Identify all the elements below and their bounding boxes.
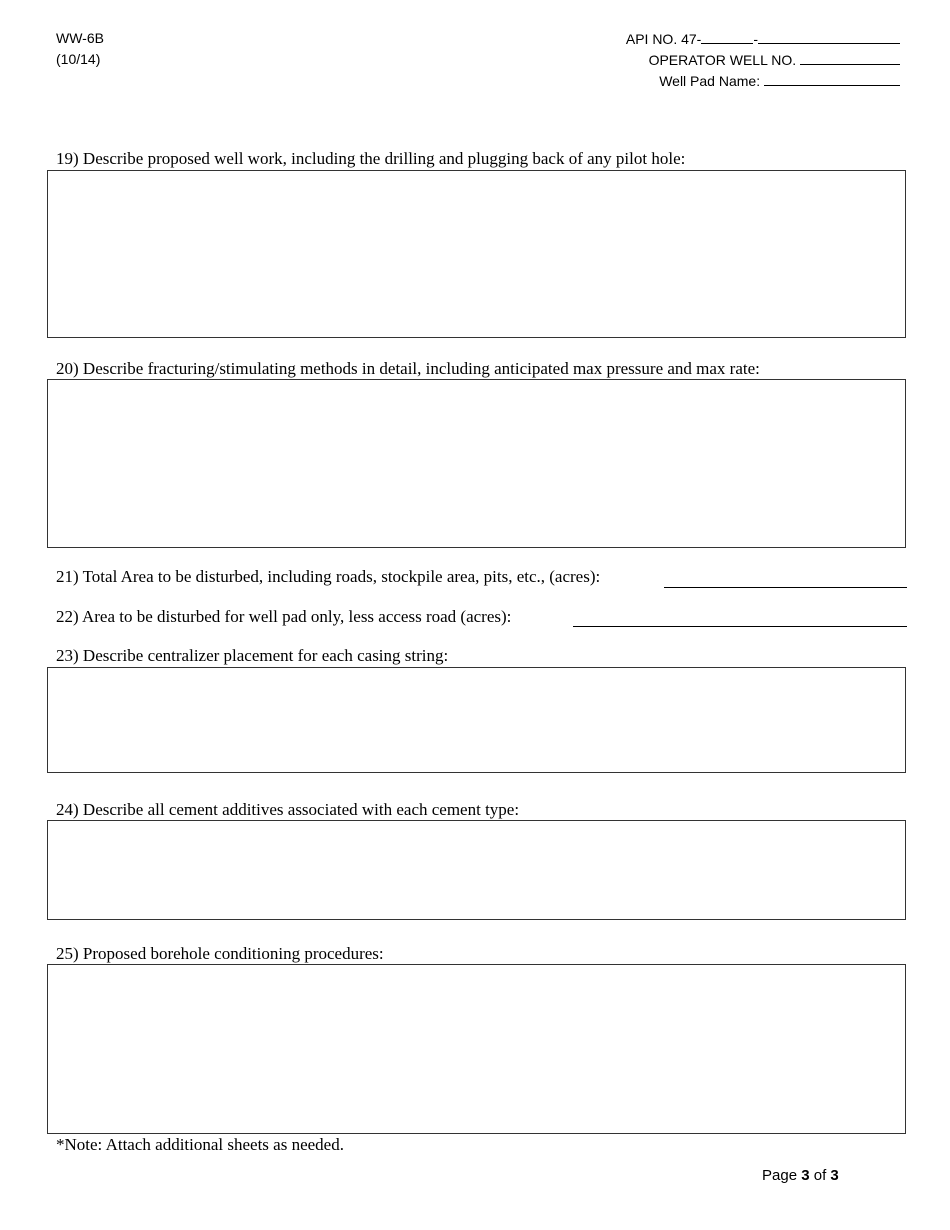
total-pages: 3 bbox=[830, 1167, 839, 1184]
question-25-label: 25) Proposed borehole conditioning procedures: bbox=[56, 944, 384, 963]
question-21-answer-line[interactable] bbox=[664, 587, 907, 588]
form-revision: (10/14) bbox=[56, 51, 101, 67]
question-19-answer-box[interactable] bbox=[47, 170, 906, 338]
current-page: 3 bbox=[801, 1167, 810, 1184]
well-pad-name-blank[interactable] bbox=[764, 72, 900, 86]
operator-well-no-label: OPERATOR WELL NO. bbox=[648, 52, 797, 68]
question-21-label: 21) Total Area to be disturbed, including roads, stockpile area, pits, etc., (acres): bbox=[56, 567, 601, 586]
api-county-blank[interactable] bbox=[701, 30, 753, 44]
of-word: of bbox=[813, 1167, 827, 1184]
well-pad-name-label: Well Pad Name: bbox=[659, 73, 761, 89]
form-id: WW-6B bbox=[56, 30, 104, 46]
page-word: Page bbox=[762, 1167, 798, 1184]
question-22-label: 22) Area to be disturbed for well pad only, less access road (acres): bbox=[56, 607, 512, 626]
footnote: *Note: Attach additional sheets as needed. bbox=[56, 1135, 344, 1154]
question-19-label: 19) Describe proposed well work, including the drilling and plugging back of any pilot hole: bbox=[56, 149, 686, 168]
well-pad-name-field bbox=[659, 72, 900, 89]
question-25-answer-box[interactable] bbox=[47, 964, 906, 1134]
page-number bbox=[762, 1167, 839, 1184]
operator-well-no-field bbox=[649, 51, 900, 68]
question-24-answer-box[interactable] bbox=[47, 820, 906, 920]
question-22-answer-line[interactable] bbox=[573, 626, 907, 627]
question-23-label: 23) Describe centralizer placement for each casing string: bbox=[56, 646, 449, 665]
api-permit-blank[interactable] bbox=[758, 30, 900, 44]
question-20-answer-box[interactable] bbox=[47, 379, 906, 548]
api-number-field bbox=[626, 30, 900, 47]
question-23-answer-box[interactable] bbox=[47, 667, 906, 773]
api-number-label: API NO. 47- bbox=[625, 31, 702, 47]
question-24-label: 24) Describe all cement additives associated with each cement type: bbox=[56, 800, 520, 819]
question-20-label: 20) Describe fracturing/stimulating methods in detail, including anticipated max pressure and max rate: bbox=[56, 359, 760, 378]
operator-well-no-blank[interactable] bbox=[800, 51, 900, 65]
api-dash: - bbox=[753, 31, 758, 47]
